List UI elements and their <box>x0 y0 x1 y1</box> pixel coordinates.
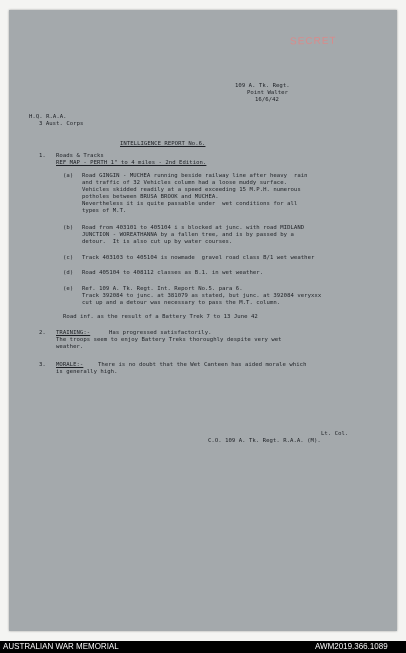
section-1-ref-map: REF MAP - PERTH 1" to 4 miles - 2nd Edition. <box>56 160 207 166</box>
item-b-line: Road from 403101 to 405104 i s blocked at junc. with road MIDLAND <box>82 225 305 231</box>
item-b-label: (b) <box>63 225 74 231</box>
item-e-line: Ref. 109 A. Tk. Regt. Int. Report No.5. para 6. <box>82 286 243 292</box>
section-3-line: is generally high. <box>56 369 118 375</box>
item-a-line: Nevertheless it is quite passable under wet conditions for all <box>82 201 298 207</box>
archive-footer <box>0 641 406 653</box>
header-date: 16/6/42 <box>255 97 279 103</box>
section-2-label: TRAINING:- <box>56 330 91 336</box>
section-3-label: MORALE:- <box>56 362 84 368</box>
section-2-number: 2. <box>39 330 46 336</box>
document-page <box>9 10 397 631</box>
header-unit: 109 A. Tk. Regt. <box>235 83 290 89</box>
section-2-line: The troops seem to enjoy Battery Treks thoroughly despite very wet <box>56 337 282 343</box>
secret-stamp: SECRET <box>289 35 337 48</box>
item-a-line: potholes between BRUSA BROOK and MUCHEA. <box>82 194 219 200</box>
header-location: Point Walter <box>247 90 289 96</box>
section-1-closing: Road inf. as the result of a Battery Trek 7 to 13 June 42 <box>63 314 258 320</box>
item-a-label: (a) <box>63 173 74 179</box>
section-2-line: Has progressed satisfactorily. <box>109 330 212 336</box>
item-d-line: Road 405104 to 408112 classes as B.1. in wet weather. <box>82 270 264 276</box>
signature-rank: Lt. Col. <box>321 431 349 437</box>
signature-title: C.O. 109 A. Tk. Regt. R.A.A. (M). <box>208 438 321 444</box>
item-b-line: JUNCTION - WOREATHANNA by a fallen tree, and is by passed by a <box>82 232 294 238</box>
recipient-line-2: 3 Aust. Corps <box>39 121 84 127</box>
section-2-line: weather. <box>56 344 84 350</box>
section-1-number: 1. <box>39 153 46 159</box>
section-3-line: There is no doubt that the Wet Canteen has aided morale which <box>98 362 307 368</box>
item-a-line: types of M.T. <box>82 208 127 214</box>
item-e-label: (e) <box>63 286 74 292</box>
item-e-line: Track 392084 to junc. at 381079 as stated, but junc. at 392084 veryxxx <box>82 293 322 299</box>
report-title: INTELLIGENCE REPORT No.6. <box>120 141 206 147</box>
section-1-title: Roads & Tracks <box>56 153 104 159</box>
footer-archive-name: AUSTRALIAN WAR MEMORIAL <box>3 642 119 651</box>
item-a-line: Road GINGIN - MUCHEA running beside railway line after heavy rain <box>82 173 308 179</box>
section-3-number: 3. <box>39 362 46 368</box>
item-e-line: cut up and a detour was necessary to pass the M.T. column. <box>82 300 281 306</box>
item-d-label: (d) <box>63 270 74 276</box>
item-b-line: detour. It is also cut up by water courses. <box>82 239 233 245</box>
item-c-line: Track 403103 to 405104 is nowmade gravel road class B/1 wet weather <box>82 255 315 261</box>
item-a-line: and traffic of 32 Vehicles column had a loose muddy surface. <box>82 180 288 186</box>
footer-accession-number: AWM2019.366.1089 <box>315 642 388 651</box>
recipient-line-1: H.Q. R.A.A. <box>29 114 67 120</box>
item-c-label: (c) <box>63 255 74 261</box>
item-a-line: Vehicles skidded readily at a speed exceeding 15 M.P.H. numerous <box>82 187 301 193</box>
